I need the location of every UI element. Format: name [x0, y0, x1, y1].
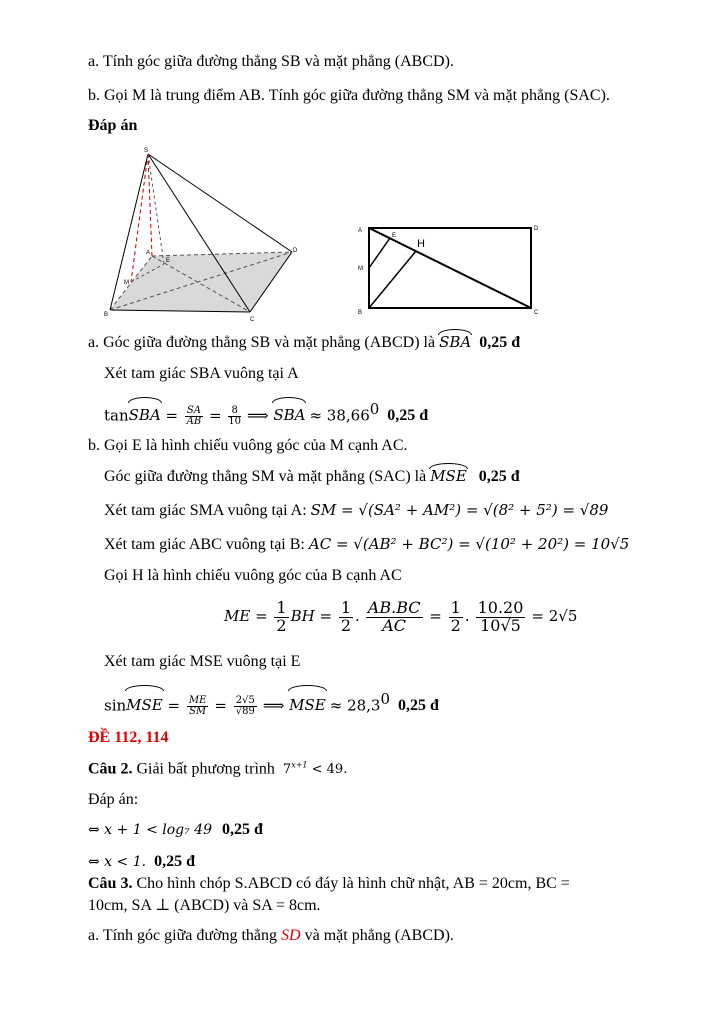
question-3-line1: Câu 3. Cho hình chóp S.ABCD có đáy là hình chữ nhật, AB = 20cm, BC =	[88, 875, 570, 892]
score: 0,25 đ	[387, 407, 429, 425]
question-3-part-a: a. Tính góc giữa đường thẳng SD và mặt phẳng (ABCD).	[88, 927, 454, 944]
sol-b-line5: Gọi H là hình chiếu vuông góc của B cạnh AC	[104, 567, 402, 584]
score: 0,25 đ	[398, 697, 439, 715]
answer-label: Đáp án	[88, 117, 138, 134]
pyramid-figure	[104, 142, 304, 324]
rectangle-figure	[350, 218, 550, 318]
tan-degree: 0	[369, 400, 380, 418]
score: 0,25 đ	[478, 468, 520, 485]
sol-a-line2: Xét tam giác SBA vuông tại A	[104, 365, 299, 382]
me-result: = 2√5	[531, 607, 578, 625]
label-b: B	[104, 312, 109, 318]
label-c: C	[250, 317, 255, 323]
section-header: ĐỀ 112, 114	[88, 729, 169, 746]
label-d: D	[293, 248, 298, 254]
label-m: M	[124, 280, 129, 286]
rect-label-c: C	[534, 310, 539, 316]
me-equation: ME = $\frac{1}{2}$ BH = $\frac{1}{2}$ . $\frac{AB.BC}{AC}$ = $\frac{1}{2}$ . $\frac{10.20}{10√5}$ = 2√5	[224, 598, 578, 635]
q2-step2: ⇔ x < 1. 0,25 đ	[88, 853, 195, 870]
rect-label-e: E	[392, 233, 397, 239]
question-part-b: b. Gọi M là trung điểm AB. Tính góc giữa đường thẳng SM và mặt phẳng (SAC).	[88, 87, 610, 104]
sol-a-line1	[88, 332, 520, 353]
sin-equation: sinMSE = $\frac{ME}{SM}$ = $\frac{2√5}{√89}$ ⟹ MSE ≈ $28,3^0$ 0,25 đ	[104, 682, 439, 723]
q2-step1: ⇔ x + 1 < log₇ 49 0,25 đ	[88, 821, 263, 838]
sol-b-line2: Góc giữa đường thẳng SM và mặt phẳng (SAC) là MSE 0,25 đ	[104, 467, 520, 485]
label-a: A	[146, 250, 151, 256]
q2-answer-label: Đáp án:	[88, 791, 139, 808]
sol-b-line6: Xét tam giác MSE vuông tại E	[104, 653, 301, 670]
question-3-line2: 10cm, SA ⊥ (ABCD) và SA = 8cm.	[88, 897, 321, 914]
rect-label-b: B	[358, 310, 363, 316]
question-2: Câu 2. Giải bất phương trình $7^{x+1} < 49$.	[88, 760, 348, 778]
rect-label-m: M	[358, 266, 363, 272]
sol-b-line1: b. Gọi E là hình chiếu vuông góc của M cạnh AC.	[88, 437, 408, 454]
sin-result: ≈ 28,3	[329, 696, 381, 715]
tan-equation: tanSBA = $\frac{SA}{AB}$ = $\frac{8}{10}$ ⟹ SBA ≈ $38,66^0$ 0,25 đ	[104, 394, 428, 431]
sol-b-line3: Xét tam giác SMA vuông tại A: SM = √(SA² + AM²) = √(8² + 5²) = √89	[104, 501, 609, 519]
angle-sba: SBA	[439, 333, 472, 351]
ac-equation: AC = √(AB² + BC²) = √(10² + 20²) = 10√5	[308, 535, 630, 553]
question-part-a: a. Tính góc giữa đường thẳng SB và mặt phẳng (ABCD).	[88, 53, 454, 70]
angle-mse: MSE	[430, 467, 467, 485]
sm-equation: SM = √(SA² + AM²) = √(8² + 5²) = √89	[310, 501, 609, 519]
rect-label-h: H	[417, 238, 425, 250]
score: 0,25 đ	[479, 334, 521, 351]
sol-a-text: a. Góc giữa đường thẳng SB và mặt phẳng (ABCD) là	[88, 334, 436, 351]
label-e: E	[166, 258, 171, 264]
sin-degree: 0	[380, 690, 391, 708]
rect-label-a: A	[358, 228, 363, 234]
sol-b-line4: Xét tam giác ABC vuông tại B: AC = √(AB² + BC²) = √(10² + 20²) = 10√5	[104, 535, 630, 553]
label-s: S	[144, 148, 149, 154]
rect-label-d: D	[534, 226, 539, 232]
tan-result: ≈ 38,66	[309, 406, 370, 425]
